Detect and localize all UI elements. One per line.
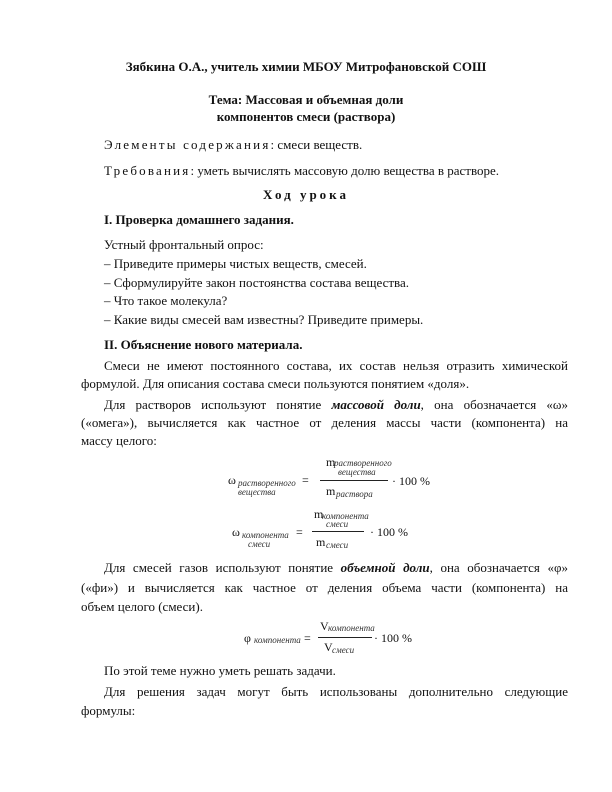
formula2-lhs-symbol: ω [232,525,240,539]
formula1-fraction-bar [320,480,388,481]
content-elements-line [104,137,362,153]
formula3-fraction-bar [318,637,372,638]
section2-title: II. Объяснение нового материала. [104,337,303,352]
requirements-text: : уметь вычислять массовую долю вещества в растворе. [190,163,500,178]
paragraph5-line2: формулы: [81,703,136,718]
author-line: Зябкина О.А., учитель химии МБОУ Митрофановской СОШ [125,59,487,74]
paragraph1-line2: формулой. Для описания состава смеси пользуются понятием «доля». [81,376,470,391]
mass-fraction-term: массовой доли [331,397,421,412]
requirements-label: Требования [104,163,191,178]
requirements-line [104,163,499,179]
formula1-den-sub: раствора [336,489,373,499]
formula1-num-sub1: растворенного [334,458,392,468]
paragraph3-text-a: Для смесей газов используют понятие [104,560,334,575]
paragraph2-text-b: , она обозначается «ω» [420,397,568,412]
topic-title-line2: компонентов смеси (раствора) [216,109,396,124]
topic-title-line1: Тема: Массовая и объемная доли [208,92,404,107]
paragraph5-line1: Для решения задач могут быть использованы дополнительно следующие [104,684,568,699]
formula3-lhs-sub: компонента [254,635,301,645]
formula2-fraction-bar [312,531,364,532]
formula-volume-fraction [244,618,424,658]
section1-intro: Устный фронтальный опрос: [104,237,264,252]
paragraph1-line1: Смеси не имеют постоянного состава, их состав нельзя отразить химической [104,358,568,373]
formula2-lhs-sub1: компонента [242,530,289,540]
paragraph2-line3: массу целого: [81,433,157,448]
formula3-num-sub: компонента [328,623,375,633]
paragraph2-line1 [104,397,568,413]
formula2-num-sub1: компонента [322,511,369,521]
paragraph3-text-b: , она обозначается «φ» [429,560,568,575]
section1-title: I. Проверка домашнего задания. [104,212,294,227]
formula1-lhs-sub1: растворенного [238,478,296,488]
formula-mass-fraction-solution [228,452,438,502]
formula3-equals: = [304,631,311,645]
formula2-den-sub: смеси [326,540,349,550]
formula2-num-sub2: смеси [326,519,349,529]
paragraph2-line2: («омега»), вычисляется как частное от деления массы части (компонента) на [81,415,568,430]
formula3-lhs-symbol: φ [244,631,251,645]
paragraph3-line3: объем целого (смеси). [81,599,203,614]
formula1-tail: · 100 % [392,474,430,488]
section1-item: – Какие виды смесей вам известны? Приведите примеры. [104,312,424,327]
formula2-num-symbol: m [314,507,324,521]
formula1-den-symbol: m [326,484,336,498]
formula1-num-symbol: m [326,455,336,469]
formula1-lhs-sub2: вещества [238,487,276,497]
formula-mass-fraction-mixture [232,506,432,552]
formula2-lhs-sub2: смеси [248,539,271,549]
content-elements-text: : смеси веществ. [270,137,363,152]
formula1-equals: = [302,473,309,487]
content-elements-label: Элементы содержания [104,137,271,152]
formula2-tail: · 100 % [370,525,408,539]
formula2-equals: = [296,525,303,539]
formula2-den-symbol: m [316,535,326,549]
lesson-heading: Ход урока [263,187,349,202]
paragraph2-text-a: Для растворов используют понятие [104,397,322,412]
formula1-num-sub2: вещества [338,467,376,477]
section1-item: – Приведите примеры чистых веществ, смесей. [104,256,367,271]
section1-item: – Сформулируйте закон постоянства состава вещества. [104,275,410,290]
paragraph3-line1 [104,560,568,576]
volume-fraction-term: объемной доли [340,560,430,575]
section1-item: – Что такое молекула? [104,293,228,308]
paragraph3-line2: («фи») и вычисляется как частное от деления объема части (компонента) на [81,580,568,595]
formula3-den-sub: смеси [332,645,355,655]
formula3-tail: · 100 % [374,631,412,645]
formula3-num-symbol: V [320,619,329,633]
formula3-den-symbol: V [324,640,333,654]
paragraph4: По этой теме нужно уметь решать задачи. [104,663,336,678]
formula1-lhs-symbol: ω [228,473,236,487]
